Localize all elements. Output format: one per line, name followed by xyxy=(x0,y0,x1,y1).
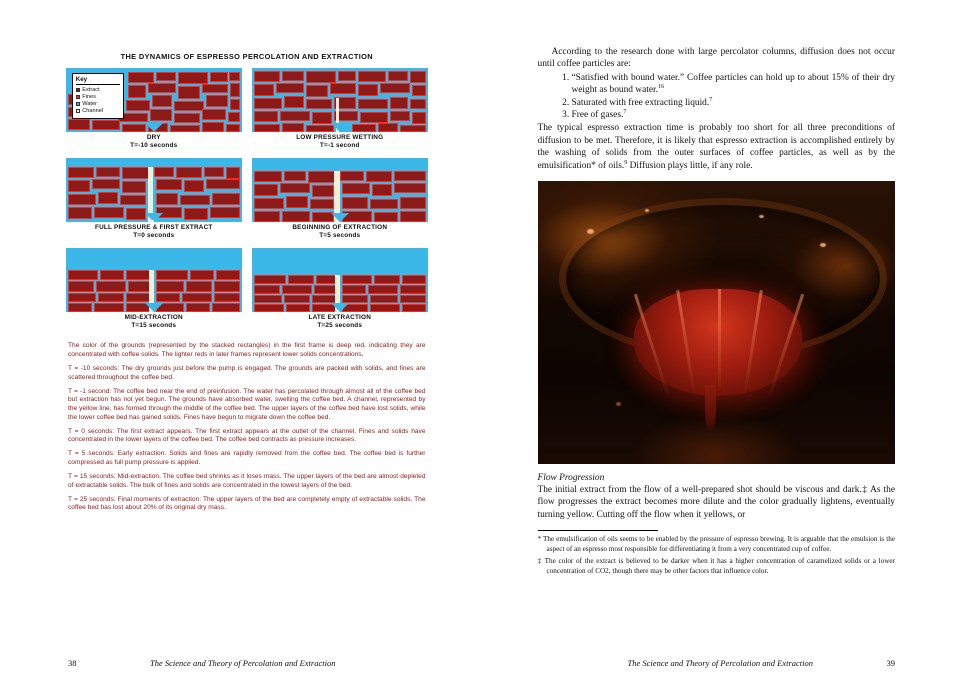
figure-cell-low-pressure-wetting xyxy=(252,68,428,154)
panel-caption-low-pressure-wetting xyxy=(252,132,428,154)
key-label-water: Water xyxy=(82,100,97,107)
figure-cell-beginning-extraction xyxy=(252,158,428,244)
key-item-water xyxy=(76,101,120,108)
page-number-left: 38 xyxy=(68,658,77,668)
figure-caption-t-5: T = 5 seconds: Early extraction. Solids and fines are rapidly removed from the coffee bed. The coffee bed is further compressed as full pump pressure is applied. xyxy=(68,450,426,466)
panel-full-pressure xyxy=(66,158,242,222)
figure-key xyxy=(72,73,124,119)
panel-caption-mid-extraction xyxy=(66,312,242,334)
key-label-extract: Extract xyxy=(82,86,100,93)
key-swatch-extract xyxy=(76,88,80,92)
footnote-double-dagger xyxy=(538,557,896,576)
footnote-asterisk xyxy=(538,535,896,554)
figure-cell-mid-extraction xyxy=(66,248,242,334)
figure-title: THE DYNAMICS OF ESPRESSO PERCOLATION AND EXTRACTION xyxy=(120,52,373,61)
panel-low-pressure-wetting xyxy=(252,68,428,132)
panel-mid-extraction xyxy=(66,248,242,312)
footnote-ref-9: 9 xyxy=(624,158,628,166)
key-title: Key xyxy=(76,76,120,85)
condition-text-1: “Satisfied with bound water.” Coffee particles can hold up to about 15% of their dry weight as bound water. xyxy=(571,72,895,96)
right-page xyxy=(482,0,963,700)
section-subhead-flow-progression: Flow Progression xyxy=(537,473,605,484)
body-text-flow-progression xyxy=(538,484,896,521)
footnote-rule xyxy=(538,530,658,531)
figure-caption-t-minus-10: T = -10 seconds: The dry grounds just before the pump is engaged. The grounds are packed with solids, and fines are scattered throughout the coffee bed. xyxy=(68,365,426,381)
panel-label-beginning-extraction: BEGINNING OF EXTRACTION xyxy=(292,223,388,231)
footnote-text-asterisk: The emulsification of oils seems to be enabled by the pressure of espresso brewing. It is arguable that the emulsion is the aspect of an espresso most responsible for differentiating it from a very concentrated cup of coffee. xyxy=(542,535,896,553)
panel-label-low-pressure-wetting: LOW PRESSURE WETTING xyxy=(296,134,384,141)
key-swatch-water xyxy=(76,102,80,106)
panel-beginning-extraction xyxy=(252,158,428,222)
figure-cell-dry xyxy=(66,68,242,154)
condition-text-3: Free of gases. xyxy=(571,110,624,121)
panel-time-mid-extraction: T=15 seconds xyxy=(131,322,177,330)
panel-time-late-extraction: T=25 seconds xyxy=(317,322,363,330)
panel-label-late-extraction: LATE EXTRACTION xyxy=(308,313,372,321)
running-head-left: The Science and Theory of Percolation and Extraction xyxy=(150,658,336,668)
key-swatch-fines xyxy=(76,95,80,99)
panel-time-low-pressure-wetting: T=-1 second xyxy=(319,142,360,150)
figure-panel-grid xyxy=(68,68,426,333)
panel-late-extraction xyxy=(252,248,428,312)
condition-item-2 xyxy=(572,97,896,109)
footnote-ref-7a: 7 xyxy=(709,95,713,103)
footnote-ref-16: 16 xyxy=(657,83,665,91)
figure-cell-full-pressure xyxy=(66,158,242,244)
footnotes-block xyxy=(538,535,896,576)
key-label-channel: Channel xyxy=(82,107,104,114)
figure-caption-t-minus-1: T = -1 second: The coffee bed near the end of preinfusion. The water has percolated through almost all of the coffee bed but extraction has not yet begun. The grounds have absorbed water, swelling the coffee bed. A channel, represented by the yellow line, has formed through the middle of the coffee bed. The upper layers of the coffee bed have lost solids, while the lower coffee bed has gained solids. Fines have begun to migrate down the coffee bed. xyxy=(68,387,426,421)
key-swatch-channel xyxy=(76,109,80,113)
page-number-right: 39 xyxy=(886,658,895,668)
paragraph-extraction-time-a: The typical espresso extraction time is probably too short for all three preconditions of diffusion to be met. Therefore, it is likely that espresso extraction is accomplished entirely by the washing of solids from the outer surfaces of coffee particles, as well as by the emulsification* of oils. xyxy=(537,123,895,171)
panel-time-beginning-extraction: T=5 seconds xyxy=(319,232,361,240)
footnote-mark-asterisk: * xyxy=(537,535,542,544)
figure-caption-block xyxy=(68,342,426,513)
panel-caption-full-pressure xyxy=(66,222,242,244)
panel-caption-dry xyxy=(66,132,242,154)
panel-time-full-pressure: T=0 seconds xyxy=(133,232,175,240)
condition-text-2: Saturated with free extracting liquid. xyxy=(571,97,710,108)
paragraph-flow-progression: The initial extract from the flow of a well-prepared shot should be viscous and dark.‡ As the flow progresses the extract becomes more dilute and the color gradually lightens, eventually turning yellow. Cutting off the flow when it yellows, or xyxy=(537,485,895,520)
paragraph-extraction-time-b: Diffusion plays little, if any role. xyxy=(627,160,753,171)
footnote-ref-7b: 7 xyxy=(623,107,627,115)
key-label-fines: Fines xyxy=(82,93,96,100)
body-text-top xyxy=(538,46,896,172)
panel-label-full-pressure: FULL PRESSURE & FIRST EXTRACT xyxy=(94,223,213,231)
panel-dry xyxy=(66,68,242,132)
key-item-fines xyxy=(76,94,120,101)
panel-caption-late-extraction xyxy=(252,312,428,334)
paragraph-diffusion-intro: According to the research done with large percolator columns, diffusion does not occur until coffee particles are: xyxy=(537,47,895,70)
footnote-mark-double-dagger: ‡ xyxy=(537,557,543,566)
paragraph-extraction-time xyxy=(538,122,896,172)
condition-item-1 xyxy=(572,72,896,97)
running-head-right: The Science and Theory of Percolation and Extraction xyxy=(627,658,813,668)
footnote-text-double-dagger: The color of the extract is believed to be darker when it has a higher concentration of caramelized solids or a lower concentration of CO2, though there may be other factors that influence color. xyxy=(544,557,895,575)
figure-caption-t-25: T = 25 seconds: Final moments of extraction: The upper layers of the bed are completely empty of extractable solids. The coffee bed has lost about 20% of its original dry mass. xyxy=(68,495,426,512)
condition-item-3 xyxy=(572,109,896,121)
key-item-channel xyxy=(76,108,120,115)
panel-caption-beginning-extraction xyxy=(252,222,428,244)
figure-caption-intro: The color of the grounds (represented by the stacked rectangles) in the first frame is deep red, indicating they are concentrated with coffee solids. The lighter reds in later frames represent lower solids concentrations. xyxy=(68,342,426,359)
diffusion-conditions-list xyxy=(538,72,896,122)
panel-time-dry: T=-10 seconds xyxy=(130,142,178,150)
figure-cell-late-extraction xyxy=(252,248,428,334)
figure-caption-t-15: T = 15 seconds: Mid-extraction. The coffee bed shrinks as it loses mass. The upper layers of the bed are almost depleted of extractable solids. The bulk of fines and solids are concentrated in the lowest layers of the bed. xyxy=(68,473,426,489)
photo-crema-flow xyxy=(634,289,802,397)
panel-label-mid-extraction: MID-EXTRACTION xyxy=(124,313,183,321)
figure-caption-t-0: T = 0 seconds: The first extract appears. The first extract appears at the outlet of the channel. Fines and solids have concentrated in the lower layers of the coffee bed. The coffee bed contracts as pressure increases. xyxy=(68,427,426,444)
key-item-extract xyxy=(76,87,120,94)
panel-label-dry: DRY xyxy=(146,134,161,141)
espresso-extraction-photo xyxy=(538,181,895,464)
